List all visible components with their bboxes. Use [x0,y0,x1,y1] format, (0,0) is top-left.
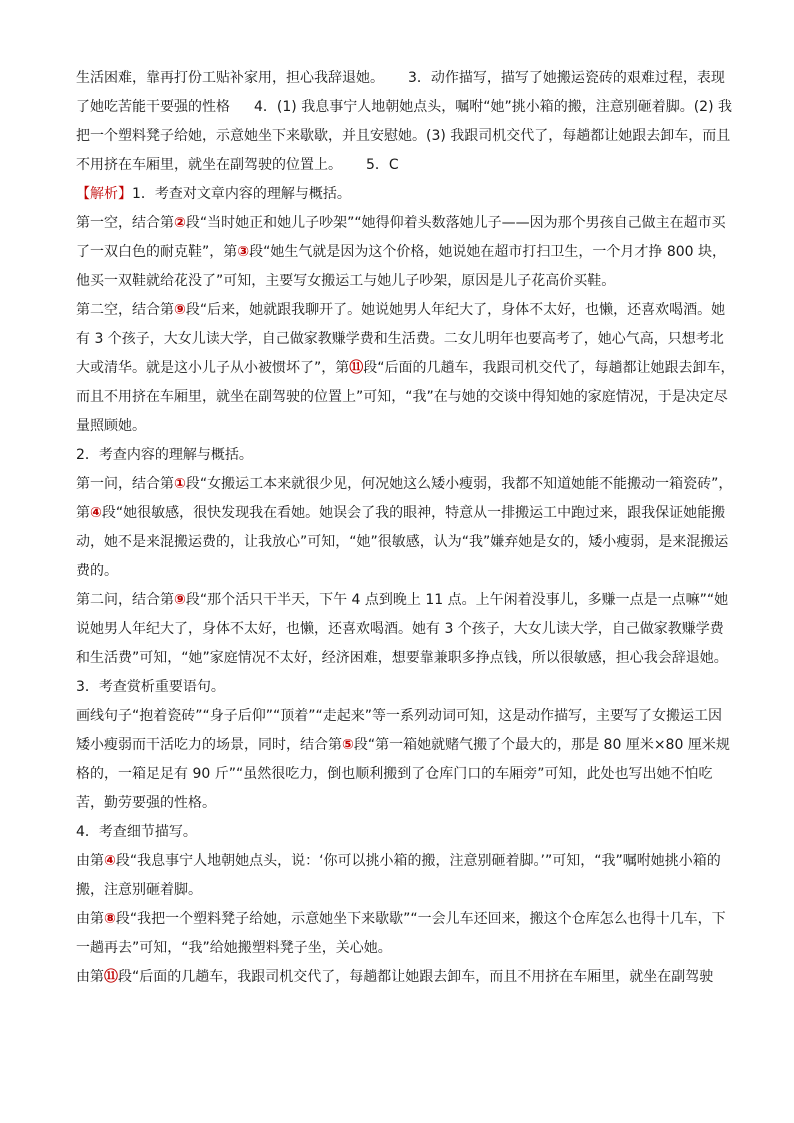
analysis-q2-heading: 2．考查内容的理解与概括。 [76,447,253,463]
paragraph-marker: ⑪ [349,360,364,376]
answers-block [76,64,736,180]
analysis-q1-blank2: 第二空，结合第⑨段“后来，她就跟我聊开了。她说她男人年纪大了，身体不太好，也懒，还喜欢喝酒。她有 3 个孩子，大女儿读大学，自己做家教赚学费和生活费。二女儿明年也要高考了，她心气高，只想考北大或清华。就是这小儿子从小被惯坏了”，第⑪段“后面的几趟车，我跟司机交代了，每趟都让她跟去卸车，而且不用挤在车厢里，就坐在副驾驶的位置上”可知，“我”在与她的交谈中得知她的家庭情况，于是决定尽量照顾她。 [76,302,735,434]
answer-4-part-1: 4．(1) 我息事宁人地朝她点头，嘱咐“她”挑小箱的搬，注意别砸着脚。 [254,99,694,115]
answer-4-part-2: (2) 我把一个塑料凳子给她，示意她坐下来歇歇，并且安慰她。 [76,99,732,144]
paragraph-marker: ③ [237,244,250,260]
analysis-q4-detail2: 由第⑧段“我把一个塑料凳子给她，示意她坐下来歇歇”“一会儿车还回来，搬这个仓库怎么也得十几车，下一趟再去”可知，“我”给她搬塑料凳子坐，关心她。 [76,911,726,956]
analysis-q4-heading: 4．考查细节描写。 [76,824,197,840]
answer-3: 3．动作描写，描写了她搬运瓷砖的艰难过程，表现了她吃苦能干要强的性格 [76,70,725,115]
analysis-q1-blank1: 第一空，结合第②段“当时她正和她儿子吵架”“她得仰着头数落她儿子——因为那个男孩自己做主在超市买了一双白色的耐克鞋”，第③段“她生气就是因为这个价格，她说她在超市打扫卫生，一个月才挣 800 块，他买一双鞋就给花没了”可知，主要写女搬运工与她儿子吵架，原因是儿子花高价买鞋。 [76,215,726,289]
paragraph-marker: ④ [90,505,102,521]
answer-5: 5．C [366,157,399,173]
analysis-q2-part2: 第二问，结合第⑨段“那个活只干半天，下午 4 点到晚上 11 点。上午闲着没事儿，多赚一点是一点嘛”“她说她男人年纪大了，身体不太好，也懒，还喜欢喝酒。她有 3 个孩子，大女儿读大学，自己做家教赚学费和生活费”可知，“她”家庭情况不太好，经济困难，想要靠兼职多挣点钱，所以很敏感，担心我会辞退她。 [76,592,729,666]
answer-4-part-3: (3) 我跟司机交代了，每趟都让她跟去卸车，而且不用挤在车厢里，就坐在副驾驶的位置上。 [76,128,731,173]
analysis-q3-body: 画线句子“抱着瓷砖”“身子后仰”“顶着”“走起来”等一系列动词可知，这是动作描写，主要写了女搬运工因矮小瘦弱而干活吃力的场景，同时，结合第⑤段“第一箱她就赌气搬了个最大的，那是 80 厘米×80 厘米规格的，一箱足足有 90 斤”“虽然很吃力，倒也顺利搬到了仓库门口的车厢旁”可知，此处也写出她不怕吃苦，勤劳要强的性格。 [76,708,730,811]
paragraph-marker: ② [174,215,186,231]
paragraph-marker: ④ [104,853,116,869]
paragraph-marker: ⑨ [174,302,186,318]
paragraph-marker: ⑤ [342,737,354,753]
analysis-q4-detail3: 由第⑪段“后面的几趟车，我跟司机交代了，每趟都让她跟去卸车，而且不用挤在车厢里，就坐在副驾驶 [76,969,714,985]
analysis-q1-heading: 【解析】1．考查对文章内容的理解与概括。 [76,186,351,202]
paragraph-marker: ⑪ [104,969,118,985]
analysis-q3-heading: 3．考查赏析重要语句。 [76,679,225,695]
document-page [76,64,736,992]
paragraph-marker: ① [174,476,186,492]
analysis-q4-detail1: 由第④段“我息事宁人地朝她点头，说：‘你可以挑小箱的搬，注意别砸着脚。’”可知，“我”嘱咐她挑小箱的搬，注意别砸着脚。 [76,853,721,898]
analysis-label: 【解析】 [76,186,132,202]
paragraph-marker: ⑨ [174,592,186,608]
paragraph-marker: ⑧ [104,911,116,927]
analysis-q2-part1: 第一问，结合第①段“女搬运工本来就很少见，何况她这么矮小瘦弱，我都不知道她能不能搬动一箱瓷砖”，第④段“她很敏感，很快发现我在看她。她误会了我的眼神，特意从一排搬运工中跑过来，跟我保证她能搬动，她不是来混搬运费的，让我放心”可知，“她”很敏感，认为“我”嫌弃她是女的，矮小瘦弱，是来混搬运费的。 [76,476,733,579]
answer-2-end: 生活困难，靠再打份工贴补家用，担心我辞退她。 [76,70,384,86]
